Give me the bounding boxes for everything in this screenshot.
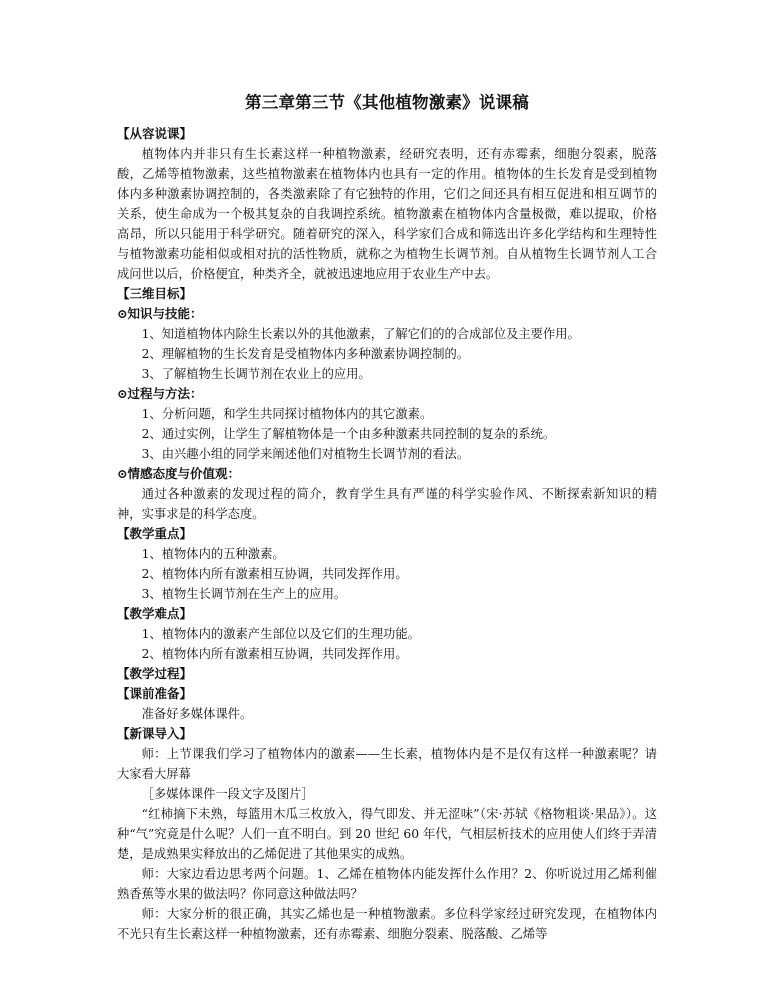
paragraph-emotion: 通过各种激素的发现过程的简介，教育学生具有严谨的科学实验作风、不断探索新知识的精神，实事求是的科学态度。	[117, 487, 657, 521]
paragraph-cong-rong: 植物体内并非只有生长素这样一种植物激素，经研究表明，还有赤霉素，细胞分裂素，脱落酸，乙烯等植物激素，这些植物激素在植物体内也具有一定的作用。植物体的生长发育是受到植物体内多种激素协调控制的，各类激素除了有它独特的作用，它们之间还具有相互促进和相互调节的关系，使生命成为一个极其复杂的自我调控系统。植物激素在植物体内含量极微，难以提取，价格高昂，所以只能用于科学研究。随着研究的深入，科学家们合成和筛选出许多化学结构和生理特性与植物激素功能相似或相对抗的活性物质，就称之为植物生长调节剂。自从植物生长调节剂人工合成问世以后，价格便宜，种类齐全，就被迅速地应用于农业生产中去。	[117, 147, 657, 281]
section-heading-nan-dian: 【教学难点】	[117, 606, 193, 621]
sub-heading-emotion: ⊙情感态度与价值观：	[117, 466, 240, 481]
sub-heading-knowledge: ⊙知识与技能：	[117, 306, 203, 321]
section-heading-ke-qian: 【课前准备】	[117, 686, 193, 701]
list-item: 2、植物体内所有激素相互协调，共同发挥作用。	[141, 647, 408, 661]
list-item: 3、了解植物生长调节剂在农业上的应用。	[141, 367, 371, 381]
paragraph-ke-qian: 准备好多媒体课件。	[141, 707, 253, 721]
paragraph-xin-ke-3: “红柿摘下未熟，每篮用木瓜三枚放入，得气即发、并无涩味”（宋·苏轼《格物粗谈·果品》）。这种“气”究竟是什么呢？人们一直不明白。到 20 世纪 60 年代，气相层析技术的应用使人们终于弄清楚，是成熟果实释放出的乙烯促进了其他果实的成熟。	[117, 807, 657, 861]
list-item: 2、植物体内所有激素相互协调，共同发挥作用。	[141, 567, 408, 581]
document-page	[117, 92, 657, 944]
section-heading-san-wei: 【三维目标】	[117, 286, 193, 301]
list-item: 1、分析问题，和学生共同探讨植物体内的其它激素。	[141, 407, 433, 421]
paragraph-xin-ke-2: ［多媒体课件一段文字及图片］	[141, 787, 314, 801]
list-item: 3、由兴趣小组的同学来阐述他们对植物生长调节剂的看法。	[141, 447, 470, 461]
list-item: 2、通过实例，让学生了解植物体是一个由多种激素共同控制的复杂的系统。	[141, 427, 556, 441]
list-item: 1、植物体内的激素产生部位以及它们的生理功能。	[141, 627, 420, 641]
list-item: 1、知道植物体内除生长素以外的其他激素，了解它们的的合成部位及主要作用。	[141, 327, 580, 341]
list-item: 1、植物体内的五种激素。	[141, 547, 285, 561]
sub-heading-process: ⊙过程与方法：	[117, 386, 203, 401]
paragraph-xin-ke-5: 师：大家分析的很正确，其实乙烯也是一种植物激素。多位科学家经过研究发现，在植物体内不光只有生长素这样一种植物激素，还有赤霉素、细胞分裂素、脱落酸、乙烯等	[117, 907, 657, 941]
section-heading-zhong-dian: 【教学重点】	[117, 526, 193, 541]
section-heading-guo-cheng: 【教学过程】	[117, 666, 193, 681]
list-item: 2、理解植物的生长发育是受植物体内多种激素协调控制的。	[141, 347, 470, 361]
section-heading-xin-ke: 【新课导入】	[117, 726, 193, 741]
section-heading-cong-rong: 【从容说课】	[117, 126, 193, 141]
page-title: 第三章第三节《其他植物激素》说课稿	[245, 93, 529, 112]
paragraph-xin-ke-1: 师：上节课我们学习了植物体内的激素——生长素，植物体内是不是仅有这样一种激素呢？请大家看大屏幕	[117, 747, 657, 781]
list-item: 3、植物生长调节剂在生产上的应用。	[141, 587, 347, 601]
paragraph-xin-ke-4: 师：大家边看边思考两个问题。1、乙烯在植物体内能发挥什么作用？2、你听说过用乙烯利催熟香蕉等水果的做法吗？你同意这种做法吗？	[117, 867, 657, 901]
